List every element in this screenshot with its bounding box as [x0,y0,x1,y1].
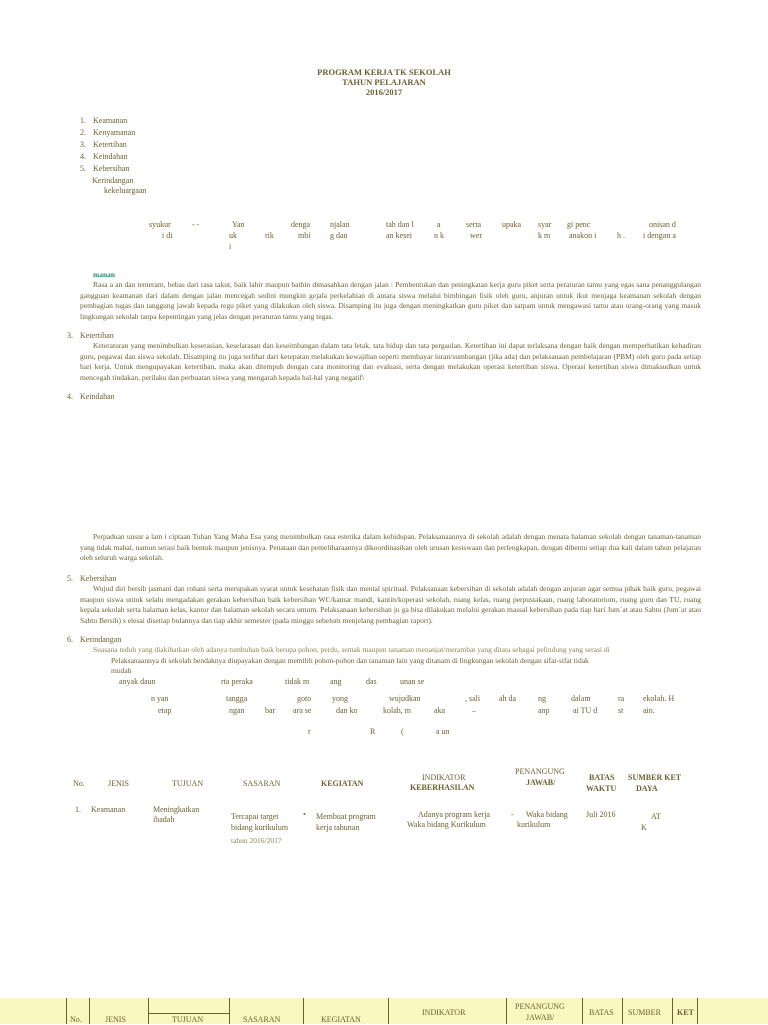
t1-row-sasaran1: Tercapai target [231,812,279,821]
t1-row-sasaran3: tahun 2016/2017 [231,836,282,845]
t1-row-kegiatan2: kerja tahunan [316,823,360,832]
text-fragment: wujudkan [389,694,421,703]
section3-heading: Ketertiban [80,331,114,340]
t1-row-bullet: • [303,810,306,819]
text-fragment: syukur [149,220,171,229]
section6-num: 6. [67,635,73,644]
text-fragment: tah dan l [386,220,414,229]
t1-row-penanggung2: kurikulum [517,820,551,829]
text-fragment: n yan [151,694,169,703]
t1-row-dash: - [511,810,514,819]
t1-header-jenis: JENIS [108,779,129,788]
text-fragment: das [366,677,377,686]
t1-row-tujuan1: Meningkatkan [153,805,200,814]
text-fragment: kolah, m [383,706,411,715]
t1-row-tujuan2: ibadah [153,815,175,824]
section6-line2: Pelaksanaannya di sekolah hendaknya diupayakan dengan memilih pohon-pohon dan tanaman lain yang ditanam di lingkungan sekolah dengan sifat-sifat tidak [111,656,589,665]
text-fragment: onisan d [649,220,676,229]
t1-row-jenis: Keamanan [91,805,126,814]
t1-header-tujuan: TUJUAN [172,779,204,788]
section4-heading: Keindahan [80,392,115,401]
t1-header-sasaran: SASARAN [243,779,281,788]
text-fragment: st [618,706,624,715]
text-fragment: syar [538,220,552,229]
text-fragment: dan ko [336,706,358,715]
doc-title-line2: TAHUN PELAJARAN [342,77,426,87]
text-fragment: a un [436,727,450,736]
text-fragment: ang [330,677,342,686]
text-fragment: unan se [400,677,425,686]
t2-header-jenis: JENIS [105,1015,126,1024]
section3-num: 3. [67,331,73,340]
toc-num: 4. [80,152,86,161]
text-fragment: k m [538,231,551,240]
text-fragment: dalam [571,694,591,703]
t1-header-no: No. [73,779,85,788]
toc-item: Keindahan [93,152,128,161]
toc-extra-2: kekeluargaan [104,186,147,195]
text-fragment: mbi [298,231,311,240]
text-fragment: ng [538,694,546,703]
section6-line1: Suasana teduh yang diakibatkan oleh adanya tumbuhan baik berupa pohon, perdu, semak maupun tanaman menanjat/merambat yang ditata sebagai pelindung yang serasi di [93,645,610,654]
t1-row-no: 1. [75,805,81,814]
t2-header-indikator: INDIKATOR [422,1008,466,1017]
text-fragment: ara se [293,706,312,715]
t2-header-ket: KET [677,1008,694,1017]
text-fragment: ai TU d [573,706,598,715]
t1-row-batas: Juli 2016 [586,810,616,819]
text-fragment: ra [618,694,625,703]
t1-header-sumber2: DAYA [636,784,658,793]
t1-header-penanggung2: JAWAB/ [526,778,556,787]
text-fragment: ekolah. H [643,694,675,703]
text-fragment: njalan [330,220,350,229]
text-fragment: a [437,220,441,229]
t2-header-penanggung1: PENANGUNG [515,1002,565,1011]
toc-num: 3. [80,140,86,149]
text-fragment: r [308,727,311,736]
text-fragment: bar [265,706,276,715]
section1-body: Rasa a an dan tenteram, bebas dari rasa takut, baik lahir maupun bathin dimasahkan dengan jalan : Pembentukan dan peningkatan kerja guru piket serta peraturan tamu yang egas sana penanggulangan gangguan keamanan dari dalam dengan jalan mencegah sedini mungkin gejala perkelahian di antara siswa melalui bimbingan fisik oleh guru, anjuran untuk ikut menjaga keamanan sekolah dengan pembagian tugas dan tanggung jawab kepada regu piket yang dilakukan oleh siswa. Disamping itu juga dengan meningkatkan guru piket dan satpam untuk mengawasi tamu atau orang-orang yang masuk lingkungan sekolah tanpa kepentingan yang jelas dengan peraturan tamu yang tegas. [80,280,701,321]
text-fragment: anakon i [569,231,597,240]
t1-row-indikator2: Waka bidang Kurikulum [407,820,486,829]
text-fragment: an kesei [386,231,412,240]
text-fragment: , sali [465,694,481,703]
doc-title-line1: PROGRAM KERJA TK SEKOLAH [317,67,451,77]
text-fragment: aka [434,706,446,715]
section3-body: Keteraturan yang menimbulkan keserasian, keselarasan dan keseimbangan dalam tata letak, tata hidup dan tata pergaulan. Ketertiban ini dapat terlaksana dengan baik dengan memperhatikan kehadiran guru, pegawai dan siswa sekolah. Disamping itu juga terlihat dari ketepatan melakukan kewajiban seperti membayar iuran/sumbangan (jika ada) dan pelaksanaan pembelajaran (PBM) oleh guru pada setiap hari kerja. Untuk mengupayakan ketertiban, maka akan ditempuh dengan cara monitoring dan evaluasi, serta dengan melakukan operasi ketertiban siswa. Operasi ketertiban siswa dimaksudkan untuk mencegah tindakan, perilaku dan perbuatan siswa yang mengarah kepada hal-hal yang negatif\ [80,341,701,382]
text-fragment: yong [332,694,348,703]
t1-header-penanggung1: PENANGUNG [515,767,565,776]
text-fragment: rta peraka [221,677,253,686]
t2-header-kegiatan: KEGIATAN [321,1015,361,1024]
section5-num: 5. [67,574,73,583]
t2-header-no: No. [70,1015,82,1024]
text-fragment: i [229,242,232,251]
text-fragment: ain. [643,706,655,715]
text-fragment: denga [291,220,311,229]
t1-row-indikator1: Adanya program kerja [418,810,490,819]
toc-num: 5. [80,164,86,173]
toc-num: 1. [80,116,86,125]
t1-row-penanggung1: Waka bidang [526,810,568,819]
section6-line3: mudah [111,666,132,675]
text-fragment: g dan [330,231,348,240]
text-fragment: ( [401,727,404,736]
text-fragment: R [370,727,376,736]
text-fragment: serta [466,220,482,229]
t2-header-tujuan: TUJUAN [172,1015,204,1024]
text-fragment: gi penc [567,220,591,229]
t1-header-indikator1: INDIKATOR [422,773,466,782]
section5-body: Wujud diri bersih jasmani dan rohani serta merupakan syarat untuk kesehatan fisik dan mental spiritual. Pelaksanaan kebersihan di sekolah adalah dengan anjuran agar semua pihak baik guru, pegawai maupun siswa untuk selalu mengadakan gerakan kebersihan baik kebersihan WC/kamar mandi, kantin/koperasi sekolah, ruang kelas, ruang perpustakaan, ruang laboratorium, ruang guru dan TU, ruang kepala sekolah serta halaman kelas, kantor dan halaman sekolah secara umum. Pelaksanaan kebersihan ju ga bisa dilakukan melalui gerakan massal kebersihan pada tiap hari Jum`at atau Sabtu (Jum`at atau Sabtu Bersih) s elesai disetiap bulannya dan tiap akhir semester (pada minggu sebelum menjelang pembagian raport). [80,584,701,625]
t2-header-penanggung2: JAWAB/ [526,1013,555,1022]
t1-header-kegiatan: KEGIATAN [321,779,364,788]
text-fragment: wer [470,231,482,240]
section1-heading: manan [93,270,116,279]
doc-title-line3: 2016/2017 [365,87,403,97]
text-fragment: h . [617,231,625,240]
section5-heading: Kebersihan [80,574,117,583]
t1-row-sumber1: AT [651,812,661,821]
text-fragment: uk [229,231,237,240]
text-fragment: i dengan a [643,231,676,240]
t1-header-batas2: WAKTU [586,784,617,793]
text-fragment: ah da [499,694,517,703]
t1-row-sasaran2: bidang kurikulum [231,823,289,832]
toc-item: Kenyamanan [93,128,136,137]
t1-row-sumber2: K [641,823,647,832]
text-fragment: etap [158,706,172,715]
text-fragment: goto [297,694,312,703]
toc-item: Keamanan [93,116,128,125]
text-fragment: upaka [502,220,522,229]
text-fragment: i di [162,231,173,240]
text-fragment: – [472,706,476,715]
toc-item: Ketertiban [93,140,127,149]
text-fragment: rik [265,231,274,240]
text-fragment: ngan [229,706,245,715]
t2-header-batas: BATAS [589,1008,614,1017]
text-fragment: - - [192,220,200,229]
text-fragment: anp [538,706,550,715]
text-fragment: tangga [226,694,248,703]
t1-header-sumber1: SUMBER KET [628,773,682,782]
toc-num: 2. [80,128,86,137]
text-fragment: Yan [232,220,245,229]
section4-num: 4. [67,392,73,401]
section4-body: Perpaduan unsur a lam i ciptaan Tuhan Yang Maha Esa yang menimbulkan rasa estetika dalam kehidupan. Pelaksanaannya di sekolah adalah dengan menata halaman sekolah dengan tanaman-tanaman yang tidak mahal, namun serasi baik bentuk maupun jenisnya. Penataan dan pemeliharaannya dikoordinasikan oleh urusan kesiswaan dan perlengkapan, dengan dibentu setiap dua kali dalam tahun pelajaran oleh seluruh warga sekolah. [80,532,701,562]
text-fragment: anyak daun [119,677,156,686]
t1-header-batas1: BATAS [589,773,615,782]
t1-header-indikator2: KEBERHASILAN [410,783,475,792]
toc-item: Kebersihan [93,164,130,173]
t2-header-sasaran: SASARAN [243,1015,281,1024]
section6-heading: Kerindangan [80,635,122,644]
t2-header-sumber: SUMBER [628,1008,661,1017]
text-fragment: tidak m [285,677,310,686]
toc-extra-1: Kerindangan [92,176,134,185]
text-fragment: n k [434,231,444,240]
t1-row-kegiatan1: Membuat program [316,812,376,821]
